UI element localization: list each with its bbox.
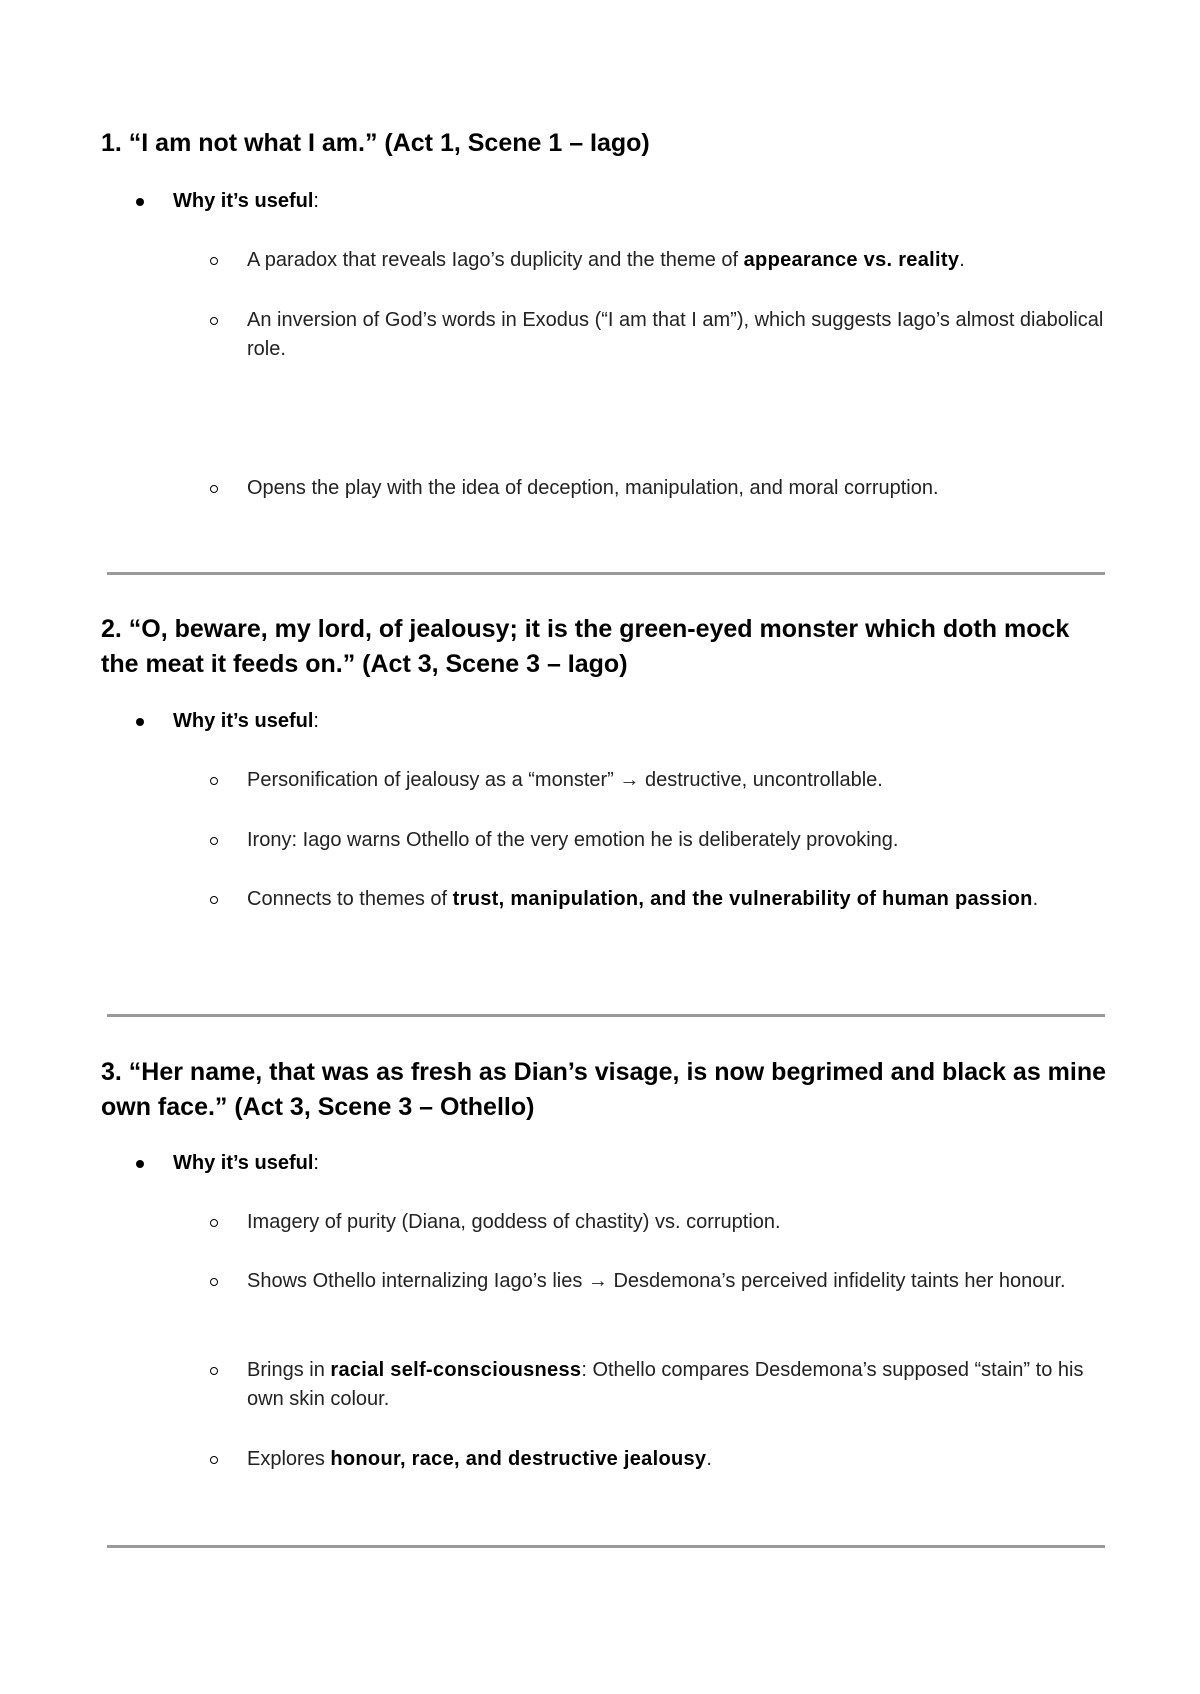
sub-bullet-circle-icon bbox=[210, 1456, 218, 1464]
bullet-label: Why it’s useful bbox=[173, 710, 314, 732]
sub-bullet-circle-icon bbox=[210, 896, 218, 904]
horizontal-divider bbox=[107, 572, 1105, 575]
document-page: 1. “I am not what I am.” (Act 1, Scene 1 – Iago) Why it’s useful: A paradox that reveals Iago’s duplicity and the theme of appearance vs. reality. An inversion of God’s words in Exodus (“I am that I am”), which suggests Iago’s almost diabolical role. Opens the play with the idea of deception, manipulation, and moral corruption. 2. “O, beware, my lord, of jealousy; it is the green-eyed monster which doth mock the meat it feeds on.” (Act 3, Scene 3 – Iago) Why it’s useful: Personification of jealousy as a “monster” → destructive, uncontrollable. Irony: Iago warns Othello of the very emotion he is deliberately provoking. Connects to themes of trust, manipulation, and the vulnerability of human passion. 3. “Her name, that was as fresh as Dian’s visage, is now begrimed and black as mine own face.” (Act 3, Scene 3 – Othello) Why it’s useful: Imagery of purity (Diana, goddess of chastity) vs. corruption. Shows Othello internalizing Iago’s lies → Desdemona’s perceived infidelity taints her honour. Brings in racial self-consciousness: Othello compares Desdemona’s supposed “stain” to his own skin colour. Explores honour, race, and destructive jealousy. bbox=[0, 0, 1200, 1694]
sub-bullet-circle-icon bbox=[210, 485, 218, 493]
bullet-dot-icon bbox=[136, 718, 144, 726]
section-1-heading: 1. “I am not what I am.” (Act 1, Scene 1 – Iago) bbox=[101, 129, 650, 157]
sub-bullet-circle-icon bbox=[210, 1219, 218, 1227]
horizontal-divider bbox=[107, 1545, 1105, 1548]
sub-bullet-circle-icon bbox=[210, 837, 218, 845]
section-2-heading: 2. “O, beware, my lord, of jealousy; it is the green-eyed monster which doth mock the meat it feeds on.” (Act 3, Scene 3 – Iago) bbox=[101, 615, 1070, 678]
sub-bullet-circle-icon bbox=[210, 777, 218, 785]
sub-bullet-circle-icon bbox=[210, 317, 218, 325]
horizontal-divider bbox=[107, 1014, 1105, 1017]
sub-bullet-circle-icon bbox=[210, 1367, 218, 1375]
bullet-label: Why it’s useful bbox=[173, 190, 314, 212]
bullet-dot-icon bbox=[136, 198, 144, 206]
section-3-heading: 3. “Her name, that was as fresh as Dian’s visage, is now begrimed and black as mine own face.” (Act 3, Scene 3 – Othello) bbox=[101, 1058, 1107, 1121]
sub-bullet-circle-icon bbox=[210, 1278, 218, 1286]
bullet-dot-icon bbox=[136, 1160, 144, 1168]
sub-bullet-circle-icon bbox=[210, 257, 218, 265]
bullet-label: Why it’s useful bbox=[173, 1152, 314, 1174]
